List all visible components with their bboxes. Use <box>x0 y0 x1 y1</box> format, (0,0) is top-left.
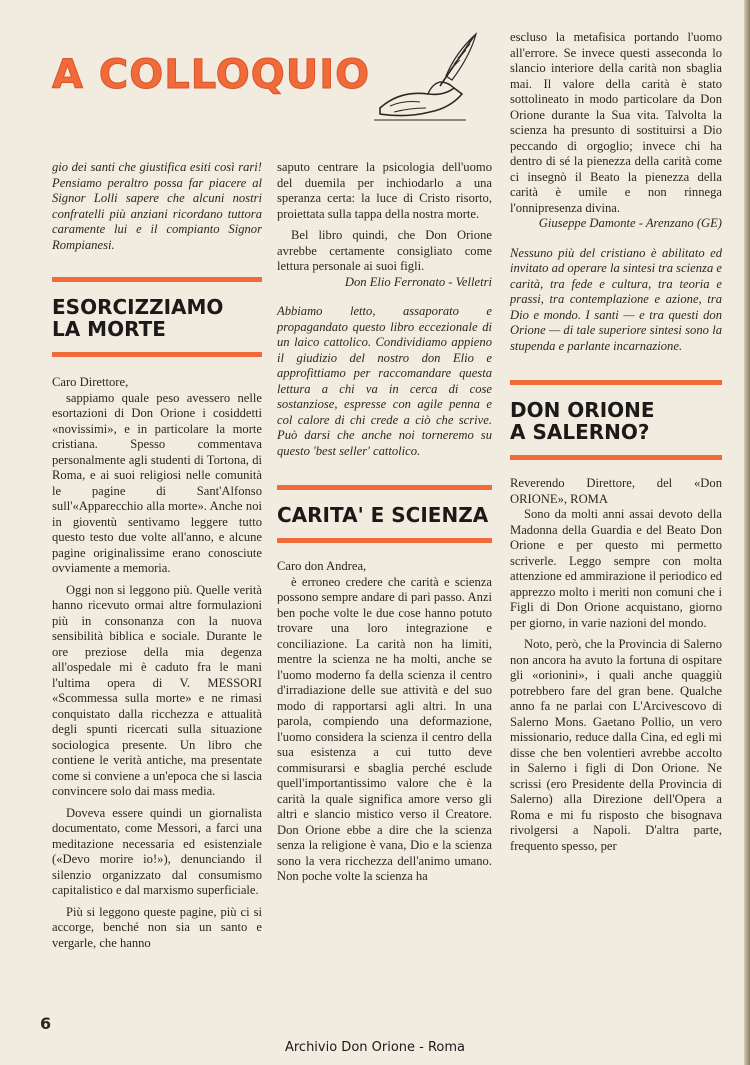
paragraph: Bel libro quindi, che Don Orione avrebbe certamente consigliato come lettura personale ai suoi figli. <box>277 228 492 273</box>
archive-caption: Archivio Don Orione - Roma <box>284 1040 466 1055</box>
heading-line-1: ESORCIZZIAMO <box>52 295 224 319</box>
paragraph: sappiamo quale peso avessero nelle esortazioni di Don Orione i cosiddetti «novissimi», e in particolare la morte cristiana. Spesso commentava personalmente agli studenti di Tortona, di Roma, e ai suoi religiosi nelle comunità le pagine di Sant'Alfonso sull'«Apparecchio alla morte». Anche noi in gioventù sentivamo leggere tutto questo testo due volte all'anno, e alcune pagine originalissime erano conosciute ovviamente a memoria. <box>52 390 262 575</box>
section-header-carita-scienza <box>277 485 492 543</box>
paragraph: Doveva essere quindi un giornalista documentato, come Messori, a farci una meditazione necessaria ed esistenziale («Devo morire io!»), denunciando il silenzio organizzato dal consumismo capitalistico e dal marxismo superficiale. <box>52 805 262 897</box>
letter-salutation: Reverendo Direttore, del «Don ORIONE», ROMA <box>510 476 722 506</box>
column-1 <box>52 160 262 951</box>
paragraph: Più si leggono queste pagine, più ci si accorge, benché non sia un santo e vergarle, che hanno <box>52 904 262 950</box>
heading-line-2: A SALERNO? <box>510 420 650 444</box>
section-header-esorcizziamo <box>52 277 262 357</box>
masthead <box>52 30 472 120</box>
section-header-salerno <box>510 380 722 460</box>
heading-line-2: LA MORTE <box>52 317 166 341</box>
heading-rule-bottom <box>52 352 262 357</box>
heading-rule-bottom <box>277 538 492 543</box>
paragraph: saputo centrare la psicologia dell'uomo del duemila per inchiodarlo a una speranza certa: la luce di Cristo risorto, proiettata sulla tappa della nostra morte. <box>277 160 492 221</box>
heading-text: CARITA' E SCIENZA <box>277 503 489 527</box>
heading-rule-bottom <box>510 455 722 460</box>
heading-rule-top <box>510 380 722 385</box>
letter-salutation: Caro don Andrea, <box>277 559 367 573</box>
paragraph: Sono da molti anni assai devoto della Madonna della Guardia e del Beato Don Orione e per questo mi permetto scriverle. Leggo sempre con molta attenzione ed ammirazione il periodico ed apprezzo molto i meriti non comuni che i Figli di Don Orione acquistano, giorno per giorno, in varie nazioni del mondo. <box>510 507 722 630</box>
quill-hand-icon <box>370 30 482 126</box>
editor-reply: Abbiamo letto, assaporato e propagandato questo libro eccezionale di un laico cattolico. Condividiamo appieno il giudizio del nostro don Elio e approfittiamo per raccomandare questa lettura a chi va in cerca di cose sostanziose, espresse con agile penna e col calore di chi crede a ciò che scrive. Può darsi che anche noi torneremo su questo 'best seller' cattolico. <box>277 304 492 458</box>
editor-reply: Nessuno più del cristiano è abilitato ed invitato ad operare la sintesi tra scienza e carità, tra fede e cultura, tra teoria e prassi, tra contemplazione e azione, tra Dio e mondo. I santi — e tra questi don Orione — di tale superiore sintesi sono la stupenda e parlante incarnazione. <box>510 245 722 353</box>
letter-salutation: Caro Direttore, <box>52 375 129 389</box>
column-3 <box>510 30 722 854</box>
masthead-title: A COLLOQUIO <box>52 52 371 98</box>
paragraph: è erroneo credere che carità e scienza possono sempre andare di pari passo. Anzi ben poche volte le due cose hanno potuto trovare una loro integrazione e conciliazione. La carità non ha limiti, mentre la scienza ne ha molti, anche se l'uomo moderno fa della scienza il centro d'irradiazione delle sue attività e del suo modo di rapportarsi agli altri. In una parola, compiendo una deformazione, l'uomo considera la scienza il centro della sua esistenza a cui tutto deve commisurarsi e sbaglia perché esclude quell'importantissimo valore che è la carità la quale significa amore verso gli altri e slancio mistico verso il Creatore. Don Orione ebbe a dire che la scienza senza la religione è vana, Dio e la scienza sono la vera ricchezza dell'animo umano. Non poche volte la scienza ha <box>277 574 492 883</box>
intro-reply: gio dei santi che giustifica esiti così rari! Pensiamo peraltro possa far piacere al Signor Lolli sapere che alcuni nostri confratelli più anziani ricordano tuttora caramente lui e il compianto Signor Rompianesi. <box>52 160 262 252</box>
heading-rule-top <box>52 277 262 282</box>
paragraph: escluso la metafisica portando l'uomo all'errore. Se invece questi asseconda lo slancio interiore della carità non sbaglia mai. Il valore della carità è stato sottolineato in modo particolare da Don Orione durante la Sua vita. Talvolta la scienza ha presunto di sostituirsi a Dio peccando di orgoglio; invece chi ha dentro di sé la pienezza della carità come ci insegnò il Beato la pienezza della carità è umile e non rinnega l'onnipresenza divina. <box>510 30 722 215</box>
letter-signature: Giuseppe Damonte - Arenzano (GE) <box>538 216 722 230</box>
paragraph: Oggi non si leggono più. Quelle verità hanno ricevuto ormai altre formulazioni più in consonanza con la nuova sensibilità biblica e sociale. Durante le ore preziose della mia degenza all'ospedale mi è caduto fra le mani l'ultima opera di V. MESSORI «Scommessa sulla morte» e ne rimasi conquistato dalla ricchezza e attualità degli spunti ricercati sulla situazione sociologica presente. Un libro che contiene le verità antiche, ma presentate come si conviene a un'epoca che si lascia convincere solo dai mass media. <box>52 582 262 798</box>
page-number: 6 <box>40 1014 52 1033</box>
column-2 <box>277 160 492 885</box>
page-edge-shadow <box>744 0 750 1065</box>
heading-rule-top <box>277 485 492 490</box>
letter-signature: Don Elio Ferronato - Velletri <box>344 274 492 289</box>
paragraph: Noto, però, che la Provincia di Salerno non ancora ha avuto la fortuna di ospitare gli «orionini», i quali anche quaggiù potrebbero fare del gran bene. Qualche anno fa ne parlai con L'Arcivescovo di Salerno Mons. Gaetano Pollio, un vero missionario, reduce dalla Cina, ed egli mi disse che ben volentieri avrebbe accolto in Salerno i figli di Don Orione. Ne scrissi (ero Presidente della Provincia di Salerno) alla Direzione dell'Opera a Roma e mi fu risposto che bisognava rivolgersi a Napoli. D'altra parte, frequento spesso, per <box>510 637 722 853</box>
heading-line-1: DON ORIONE <box>510 398 655 422</box>
